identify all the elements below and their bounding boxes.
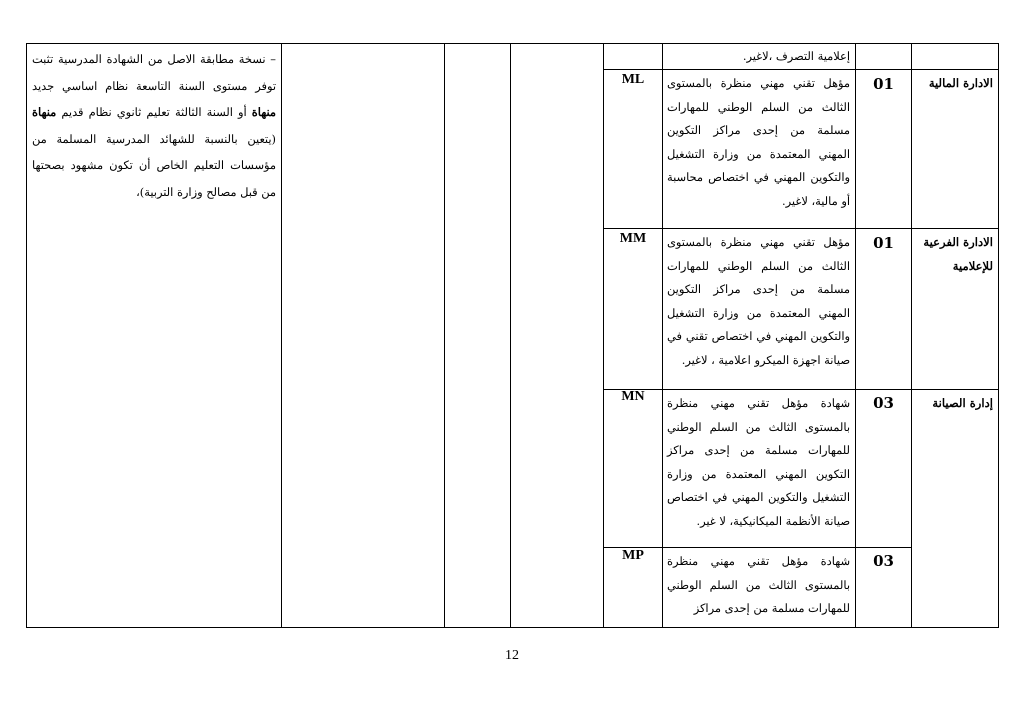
vacancy-count: 03 — [873, 552, 894, 570]
table-border — [26, 43, 999, 44]
note-text: (يتعين بالنسبة للشهائد المدرسية المسلمة من مؤسسات التعليم الخاص أن تكون مشهود بصحتها من قبل مصالح وزارة التربية)، — [32, 131, 276, 199]
table-border — [26, 43, 27, 628]
vacancy-count: 03 — [873, 394, 894, 412]
qualification-cell: مؤهل تقني مهني منظرة بالمستوى الثالث من السلم الوطني للمهارات مسلمة من إحدى مراكز التكوين المهني المعتمدة من وزارة التشغيل والتكوين المهني في اختصاص محاسبة أو مالية، لاغير. — [667, 76, 850, 208]
vacancy-count: 01 — [873, 234, 894, 252]
department-cell: الادارة الفرعية للإعلامية — [923, 235, 993, 273]
note-text: – نسخة مطابقة الاصل من الشهادة المدرسية تثبت توفر مستوى السنة التاسعة نظام اساسي جديد — [32, 52, 276, 93]
table-column-divider — [855, 43, 856, 628]
required-documents-note — [32, 46, 276, 205]
specialty-code: MN — [621, 389, 645, 404]
table-column-divider — [662, 43, 663, 628]
qualification-cell: شهادة مؤهل تقني مهني منظرة بالمستوى الثالث من السلم الوطني للمهارات مسلمة من إحدى مراكز — [667, 554, 850, 615]
specialty-code: MP — [622, 548, 644, 563]
qualification-cell: مؤهل تقني مهني منظرة بالمستوى الثالث من السلم الوطني للمهارات مسلمة من إحدى مراكز التكوين المهني المعتمدة من وزارة التشغيل والتكوين المهني في اختصاص تقني في صيانة اجهزة الميكرو اعلامية ، لاغير. — [667, 235, 850, 367]
table-column-divider — [603, 43, 604, 628]
table-column-divider — [281, 43, 282, 628]
department-cell: الادارة المالية — [928, 76, 993, 90]
page-number: 12 — [505, 648, 519, 663]
table-column-divider — [444, 43, 445, 628]
note-emphasis: منهاة — [32, 105, 57, 119]
table-row-divider — [603, 69, 999, 70]
note-emphasis: منهاة — [251, 105, 276, 119]
table-column-divider — [911, 43, 912, 628]
specialty-code: ML — [621, 72, 645, 87]
note-text: أو السنة الثالثة تعليم ثانوي نظام قديم — [56, 105, 252, 119]
qualification-cell: شهادة مؤهل تقني مهني منظرة بالمستوى الثالث من السلم الوطني للمهارات مسلمة من إحدى مراكز التكوين المهني المعتمدة من وزارة التشغيل والتكوين المهني في اختصاص صيانة الأنظمة الميكانيكية، لا غير. — [667, 396, 850, 528]
table-border — [26, 627, 999, 628]
specialty-code: MM — [619, 231, 647, 246]
table-column-divider — [510, 43, 511, 628]
table-border — [998, 43, 999, 628]
qualification-cell: إعلامية التصرف ،لاغير. — [742, 49, 850, 63]
vacancy-count: 01 — [873, 75, 894, 93]
table-row-divider — [603, 228, 999, 229]
department-cell: إدارة الصيانة — [932, 396, 993, 410]
